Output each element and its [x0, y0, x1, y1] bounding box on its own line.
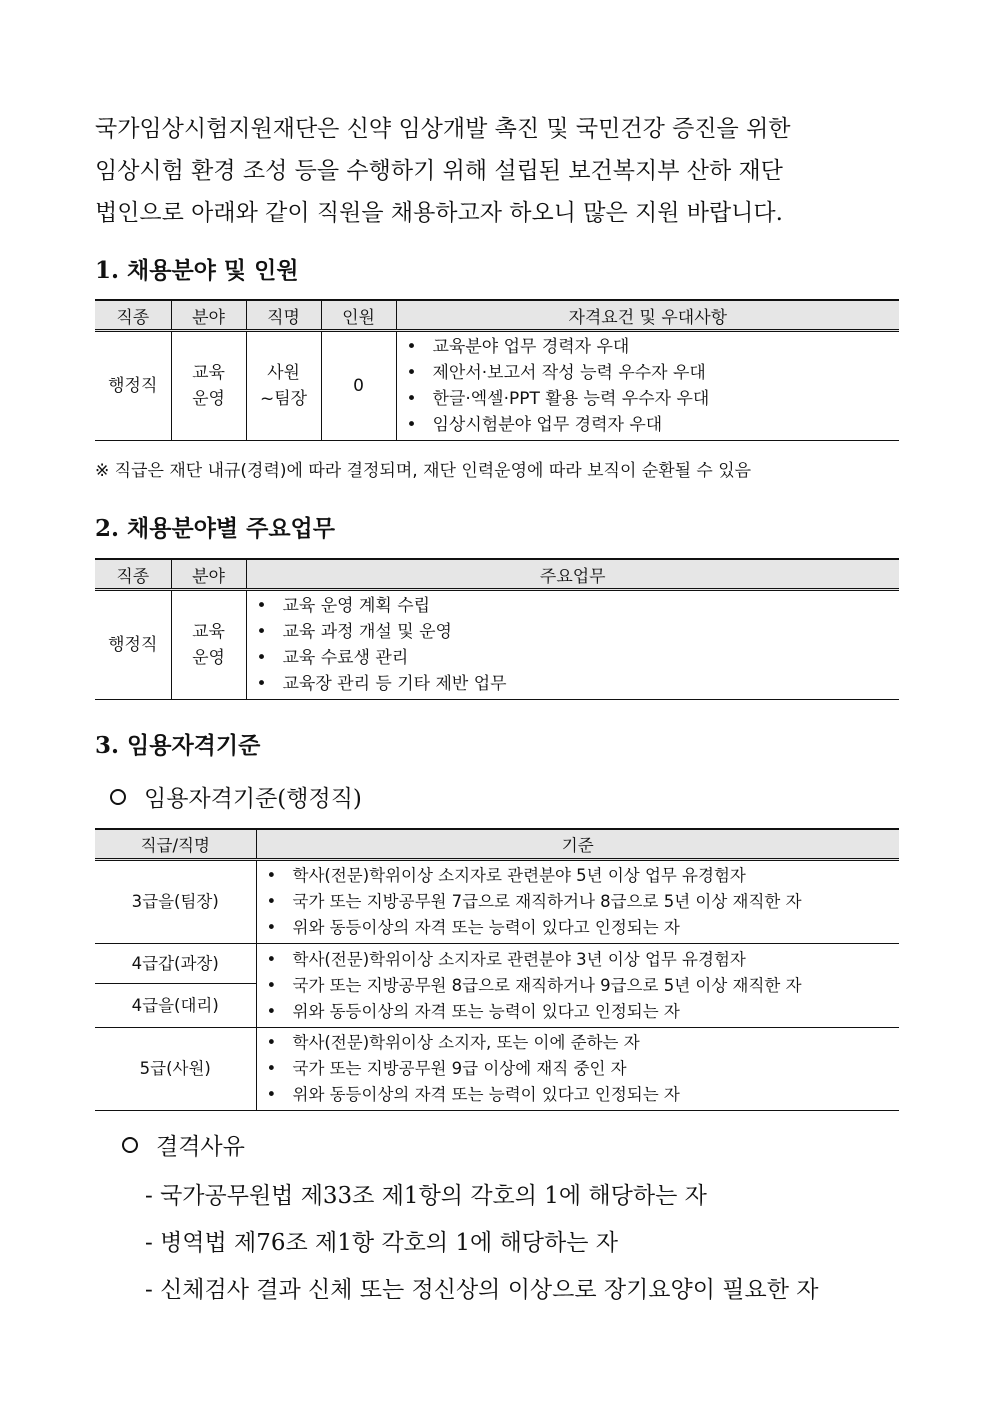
cell-standard — [256, 1028, 899, 1111]
section-2-title: 2. 채용분야별 주요업무 — [95, 515, 335, 542]
qualification-item: • 교육분야 업무 경력자 우대 — [407, 334, 900, 360]
header-count: 인원 — [321, 300, 396, 331]
section-1-title: 1. 채용분야 및 인원 — [95, 257, 299, 284]
subsection-disqualification — [122, 1128, 245, 1161]
disqualification-item: - 병역법 제76조 제1항 각호의 1에 해당하는 자 — [145, 1230, 618, 1256]
cell-type: 행정직 — [95, 590, 171, 700]
section-3-title: 3. 임용자격기준 — [95, 732, 261, 759]
duty-item: • 교육 과정 개설 및 운영 — [257, 619, 900, 645]
recruitment-table — [95, 299, 899, 441]
standard-item: • 국가 또는 지방공무원 8급으로 재직하거나 9급으로 5년 이상 재직한 자 — [267, 973, 900, 999]
cell-standard — [256, 944, 899, 1028]
subsection-qualification-standard — [110, 780, 362, 813]
qualification-item: • 한글·엑셀·PPT 활용 능력 우수자 우대 — [407, 386, 900, 412]
header-field: 분야 — [171, 559, 246, 590]
standard-item: • 학사(전문)학위이상 소지자로 관련분야 5년 이상 업무 유경험자 — [267, 863, 900, 889]
standard-item: • 국가 또는 지방공무원 7급으로 재직하거나 8급으로 5년 이상 재직한 자 — [267, 889, 900, 915]
intro-line: 법인으로 아래와 같이 직원을 채용하고자 하오니 많은 지원 바랍니다. — [95, 200, 783, 226]
intro-line: 임상시험 환경 조성 등을 수행하기 위해 설립된 보건복지부 산하 재단 — [95, 158, 783, 184]
cell-grade: 4급을(대리) — [95, 984, 256, 1028]
header-type: 직종 — [95, 559, 171, 590]
disqualification-item: - 국가공무원법 제33조 제1항의 각호의 1에 해당하는 자 — [145, 1183, 707, 1209]
header-field: 분야 — [171, 300, 246, 331]
header-type: 직종 — [95, 300, 171, 331]
disqualification-item: - 신체검사 결과 신체 또는 정신상의 이상으로 장기요양이 필요한 자 — [145, 1277, 819, 1303]
header-position: 직명 — [246, 300, 321, 331]
cell-grade: 4급갑(과장) — [95, 944, 256, 984]
standard-item: • 학사(전문)학위이상 소지자로 관련분야 3년 이상 업무 유경험자 — [267, 947, 900, 973]
standard-item: • 위와 동등이상의 자격 또는 능력이 있다고 인정되는 자 — [267, 1082, 900, 1108]
standard-item: • 학사(전문)학위이상 소지자, 또는 이에 준하는 자 — [267, 1030, 900, 1056]
header-standard: 기준 — [256, 829, 899, 860]
intro-line: 국가임상시험지원재단은 신약 임상개발 촉진 및 국민건강 증진을 위한 — [95, 116, 791, 142]
circle-bullet-icon — [110, 789, 126, 805]
header-duties: 주요업무 — [246, 559, 899, 590]
cell-duties — [246, 590, 899, 700]
qualification-item: • 임상시험분야 업무 경력자 우대 — [407, 412, 900, 438]
qualification-item: • 제안서·보고서 작성 능력 우수자 우대 — [407, 360, 900, 386]
cell-standard — [256, 860, 899, 944]
circle-bullet-icon — [122, 1137, 138, 1153]
qualification-standard-table — [95, 828, 899, 1111]
cell-grade: 5급(사원) — [95, 1028, 256, 1111]
standard-item: • 위와 동등이상의 자격 또는 능력이 있다고 인정되는 자 — [267, 915, 900, 941]
duties-table — [95, 558, 899, 700]
grade-note: ※ 직급은 재단 내규(경력)에 따라 결정되며, 재단 인력운영에 따라 보직이 순환될 수 있음 — [95, 461, 752, 481]
cell-field: 교육 운영 — [171, 331, 246, 441]
duty-item: • 교육 수료생 관리 — [257, 645, 900, 671]
cell-position: 사원 ~팀장 — [246, 331, 321, 441]
cell-grade: 3급을(팀장) — [95, 860, 256, 944]
cell-count: 0 — [321, 331, 396, 441]
subsection-title: 결격사유 — [156, 1134, 245, 1160]
header-grade: 직급/직명 — [95, 829, 256, 860]
cell-qualifications — [396, 331, 899, 441]
intro-paragraph — [95, 108, 897, 234]
subsection-title: 임용자격기준(행정직) — [144, 786, 362, 812]
cell-type: 행정직 — [95, 331, 171, 441]
duty-item: • 교육 운영 계획 수립 — [257, 593, 900, 619]
header-qualifications: 자격요건 및 우대사항 — [396, 300, 899, 331]
cell-field: 교육 운영 — [171, 590, 246, 700]
standard-item: • 위와 동등이상의 자격 또는 능력이 있다고 인정되는 자 — [267, 999, 900, 1025]
duty-item: • 교육장 관리 등 기타 제반 업무 — [257, 671, 900, 697]
standard-item: • 국가 또는 지방공무원 9급 이상에 재직 중인 자 — [267, 1056, 900, 1082]
